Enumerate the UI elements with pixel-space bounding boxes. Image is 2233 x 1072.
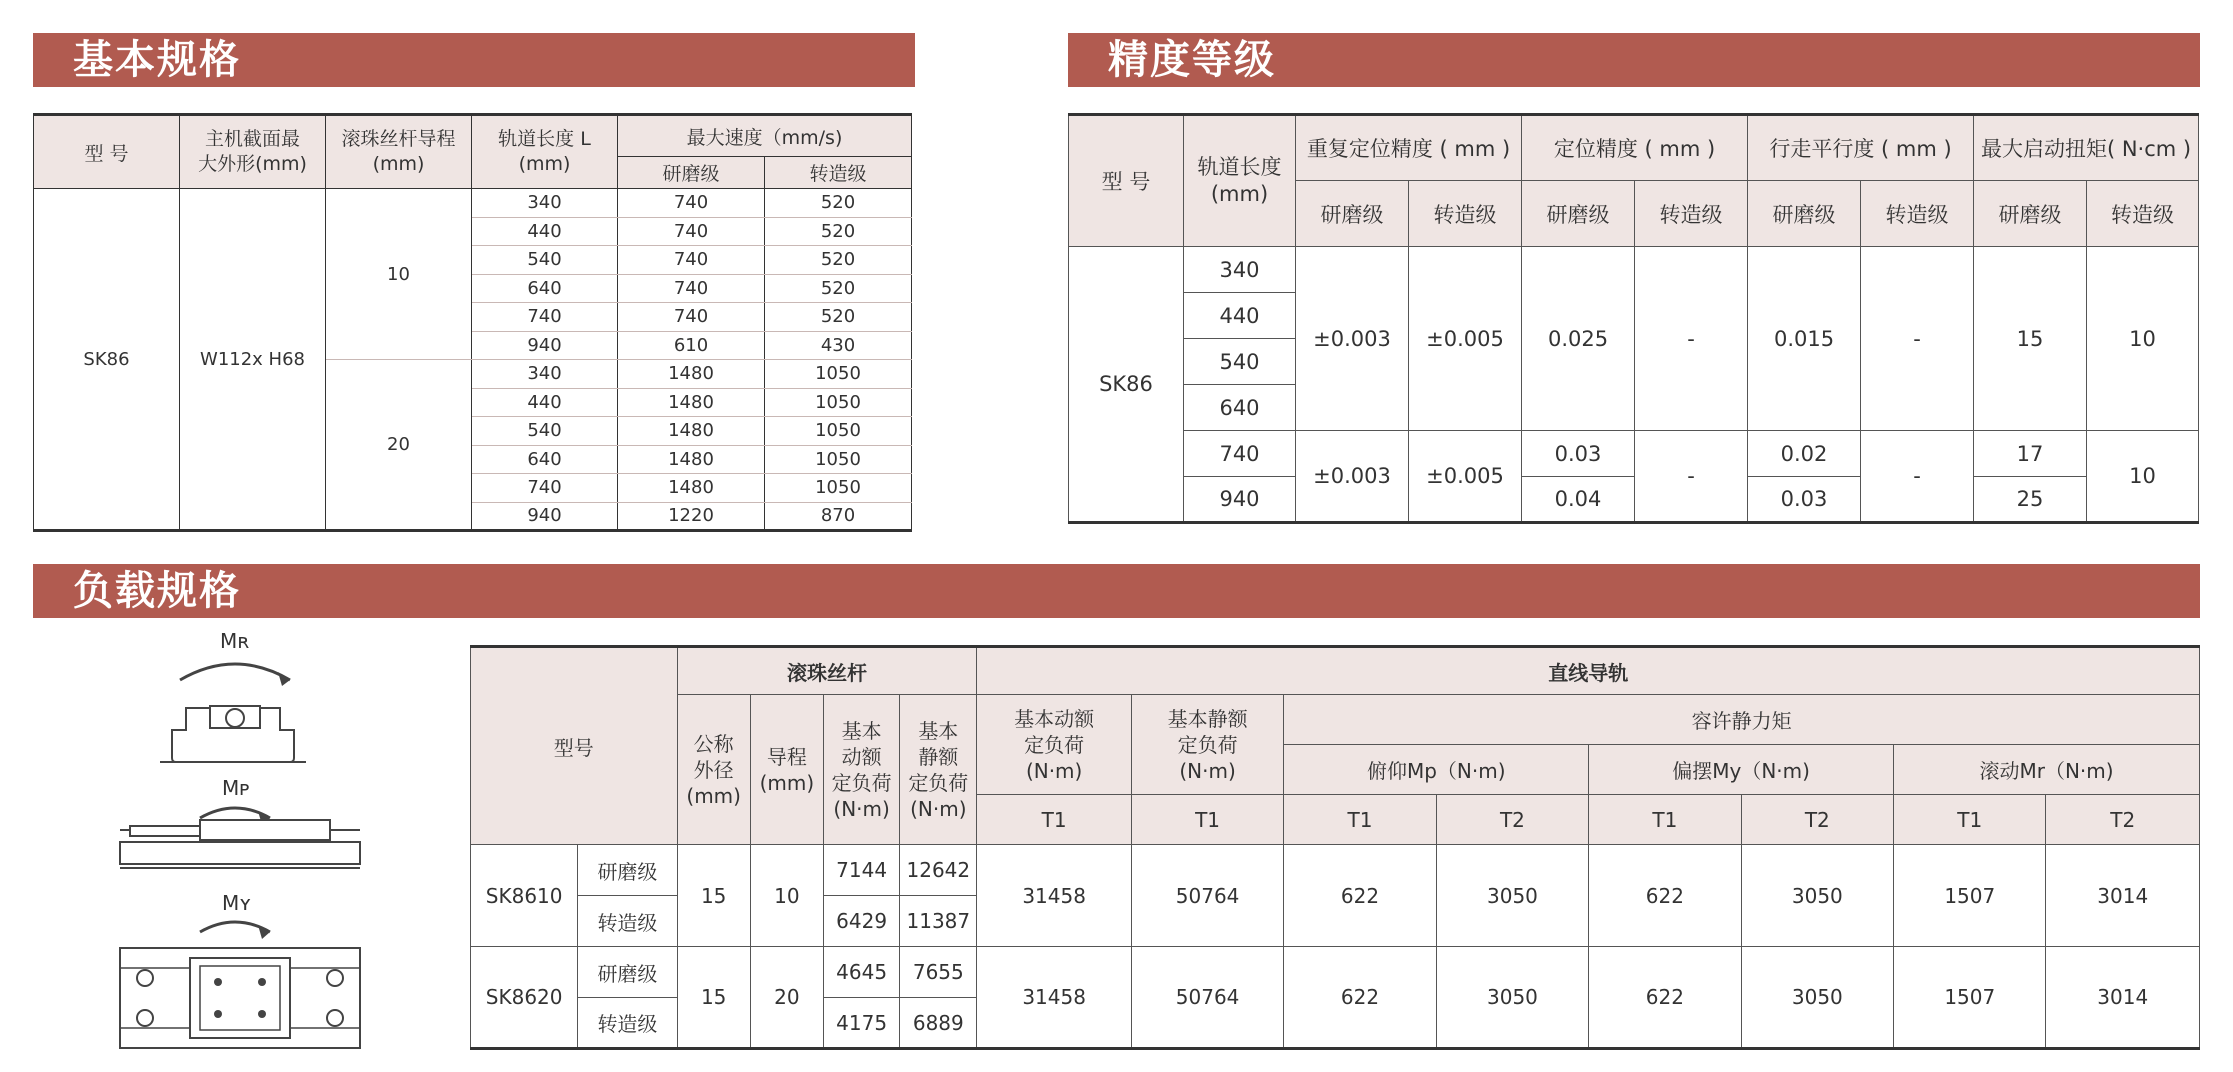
my-t1-cell: 622 xyxy=(1589,947,1741,1049)
section-cell: W112x H68 xyxy=(180,189,326,531)
position-ground-cell: 0.04 xyxy=(1522,477,1635,523)
speed-rolled-cell: 520 xyxy=(765,189,912,218)
speed-rolled-cell: 520 xyxy=(765,303,912,332)
header-nominal-diameter: 公称 外径 (mm) xyxy=(677,695,750,845)
rail-static-cell: 50764 xyxy=(1131,845,1283,947)
mr-t1-cell: 1507 xyxy=(1894,845,2046,947)
model-cell: SK8610 xyxy=(471,845,578,947)
mr-t1-cell: 1507 xyxy=(1894,947,2046,1049)
speed-rolled-cell: 1050 xyxy=(765,474,912,503)
header-ballscrew: 滚珠丝杆 xyxy=(677,647,977,695)
torque-ground-cell: 17 xyxy=(1974,431,2087,477)
basic-spec-table xyxy=(33,113,912,532)
my-t2-cell: 3050 xyxy=(1741,947,1893,1049)
header-start-torque: 最大启动扭矩( N·cm ) xyxy=(1974,115,2199,181)
length-cell: 440 xyxy=(472,388,618,417)
length-cell: 340 xyxy=(472,189,618,218)
header-rail-dynamic-load: 基本动额 定负荷 (N·m) xyxy=(977,695,1131,795)
header-ground: 研磨级 xyxy=(1974,181,2087,247)
mp-t2-cell: 3050 xyxy=(1436,947,1588,1049)
mp-t2-cell: 3050 xyxy=(1436,845,1588,947)
my-label: Mʏ xyxy=(222,891,252,915)
model-cell: SK86 xyxy=(34,189,180,531)
position-rolled-cell: - xyxy=(1635,247,1748,431)
basic-spec-title: 基本规格 xyxy=(33,33,915,87)
length-cell: 540 xyxy=(1184,339,1296,385)
accuracy-grade-title: 精度等级 xyxy=(1068,33,2200,87)
speed-rolled-cell: 870 xyxy=(765,502,912,531)
speed-rolled-cell: 520 xyxy=(765,217,912,246)
header-t1: T1 xyxy=(1894,795,2046,845)
header-ground: 研磨级 xyxy=(1522,181,1635,247)
mp-t1-cell: 622 xyxy=(1284,947,1436,1049)
dynamic-load-cell: 4645 xyxy=(823,947,899,998)
torque-rolled-cell: 10 xyxy=(2087,247,2199,431)
rail-dynamic-cell: 31458 xyxy=(977,947,1131,1049)
mr-label: Mʀ xyxy=(220,630,250,653)
header-length: 轨道长度 L (mm) xyxy=(472,115,618,189)
length-cell: 640 xyxy=(472,445,618,474)
header-section: 主机截面最 大外形(mm) xyxy=(180,115,326,189)
moment-diagrams xyxy=(100,630,380,1070)
header-t2: T2 xyxy=(1741,795,1893,845)
header-yaw-moment: 偏摆My（N·m) xyxy=(1589,745,1894,795)
header-lead: 导程 (mm) xyxy=(750,695,823,845)
position-ground-cell: 0.025 xyxy=(1522,247,1635,431)
header-position-accuracy: 定位精度 ( mm ) xyxy=(1522,115,1748,181)
header-parallelism: 行走平行度 ( mm ) xyxy=(1748,115,1974,181)
speed-ground-cell: 1480 xyxy=(618,360,765,389)
parallel-ground-cell: 0.03 xyxy=(1748,477,1861,523)
dynamic-load-cell: 4175 xyxy=(823,998,899,1049)
length-cell: 740 xyxy=(472,303,618,332)
speed-ground-cell: 740 xyxy=(618,246,765,275)
header-ground: 研磨级 xyxy=(1748,181,1861,247)
header-model: 型号 xyxy=(471,647,678,845)
model-cell: SK86 xyxy=(1069,247,1184,523)
speed-ground-cell: 1220 xyxy=(618,502,765,531)
my-t1-cell: 622 xyxy=(1589,845,1741,947)
header-rolled: 转造级 xyxy=(765,157,912,189)
header-speed: 最大速度（mm/s) xyxy=(618,115,912,157)
lead-cell: 20 xyxy=(326,360,472,531)
header-t1: T1 xyxy=(1589,795,1741,845)
dynamic-load-cell: 7144 xyxy=(823,845,899,896)
length-cell: 640 xyxy=(472,274,618,303)
static-load-cell: 11387 xyxy=(900,896,977,947)
header-repeat-accuracy: 重复定位精度 ( mm ) xyxy=(1296,115,1522,181)
speed-rolled-cell: 1050 xyxy=(765,388,912,417)
speed-rolled-cell: 430 xyxy=(765,331,912,360)
header-pitch-moment: 俯仰Mp（N·m) xyxy=(1284,745,1589,795)
torque-rolled-cell: 10 xyxy=(2087,431,2199,523)
header-t1: T1 xyxy=(1131,795,1283,845)
rail-static-cell: 50764 xyxy=(1131,947,1283,1049)
speed-ground-cell: 1480 xyxy=(618,474,765,503)
torque-ground-cell: 25 xyxy=(1974,477,2087,523)
grade-cell: 研磨级 xyxy=(578,947,677,998)
header-linear-guide: 直线导轨 xyxy=(977,647,2200,695)
static-load-cell: 12642 xyxy=(900,845,977,896)
lead-cell: 10 xyxy=(750,845,823,947)
header-t2: T2 xyxy=(2046,795,2200,845)
header-lead: 滚珠丝杆导程 (mm) xyxy=(326,115,472,189)
position-rolled-cell: - xyxy=(1635,431,1748,523)
header-static-load: 基本 静额 定负荷 (N·m) xyxy=(900,695,977,845)
grade-cell: 转造级 xyxy=(578,896,677,947)
speed-ground-cell: 1480 xyxy=(618,388,765,417)
length-cell: 340 xyxy=(1184,247,1296,293)
length-cell: 940 xyxy=(1184,477,1296,523)
header-static-moment: 容许静力矩 xyxy=(1284,695,2200,745)
speed-rolled-cell: 520 xyxy=(765,274,912,303)
repeat-rolled-cell: ±0.005 xyxy=(1409,431,1522,523)
speed-rolled-cell: 520 xyxy=(765,246,912,275)
header-t1: T1 xyxy=(1284,795,1436,845)
header-rolled: 转造级 xyxy=(1861,181,1974,247)
accuracy-table xyxy=(1068,113,2199,524)
speed-ground-cell: 740 xyxy=(618,274,765,303)
model-cell: SK8620 xyxy=(471,947,578,1049)
diameter-cell: 15 xyxy=(677,947,750,1049)
my-t2-cell: 3050 xyxy=(1741,845,1893,947)
load-spec-title: 负载规格 xyxy=(33,564,2200,618)
speed-rolled-cell: 1050 xyxy=(765,417,912,446)
header-rail-static-load: 基本静额 定负荷 (N·m) xyxy=(1131,695,1283,795)
static-load-cell: 7655 xyxy=(900,947,977,998)
position-ground-cell: 0.03 xyxy=(1522,431,1635,477)
dynamic-load-cell: 6429 xyxy=(823,896,899,947)
header-roll-moment: 滚动Mr（N·m) xyxy=(1894,745,2200,795)
length-cell: 540 xyxy=(472,417,618,446)
mr-t2-cell: 3014 xyxy=(2046,947,2200,1049)
speed-ground-cell: 1480 xyxy=(618,445,765,474)
length-cell: 740 xyxy=(1184,431,1296,477)
header-model: 型 号 xyxy=(34,115,180,189)
speed-ground-cell: 740 xyxy=(618,303,765,332)
lead-cell: 20 xyxy=(750,947,823,1049)
mr-t2-cell: 3014 xyxy=(2046,845,2200,947)
repeat-ground-cell: ±0.003 xyxy=(1296,247,1409,431)
repeat-ground-cell: ±0.003 xyxy=(1296,431,1409,523)
grade-cell: 转造级 xyxy=(578,998,677,1049)
mp-t1-cell: 622 xyxy=(1284,845,1436,947)
speed-rolled-cell: 1050 xyxy=(765,445,912,474)
repeat-rolled-cell: ±0.005 xyxy=(1409,247,1522,431)
length-cell: 740 xyxy=(472,474,618,503)
length-cell: 440 xyxy=(472,217,618,246)
length-cell: 940 xyxy=(472,331,618,360)
length-cell: 340 xyxy=(472,360,618,389)
header-t1: T1 xyxy=(977,795,1131,845)
torque-ground-cell: 15 xyxy=(1974,247,2087,431)
length-cell: 640 xyxy=(1184,385,1296,431)
diameter-cell: 15 xyxy=(677,845,750,947)
parallel-rolled-cell: - xyxy=(1861,431,1974,523)
header-ground: 研磨级 xyxy=(618,157,765,189)
length-cell: 940 xyxy=(472,502,618,531)
header-dynamic-load: 基本 动额 定负荷 (N·m) xyxy=(823,695,899,845)
speed-rolled-cell: 1050 xyxy=(765,360,912,389)
length-cell: 540 xyxy=(472,246,618,275)
load-spec-table xyxy=(470,645,2200,1050)
header-length: 轨道长度 (mm) xyxy=(1184,115,1296,247)
speed-ground-cell: 740 xyxy=(618,217,765,246)
mp-label: Mᴘ xyxy=(222,776,250,800)
header-rolled: 转造级 xyxy=(1409,181,1522,247)
speed-ground-cell: 1480 xyxy=(618,417,765,446)
rail-dynamic-cell: 31458 xyxy=(977,845,1131,947)
header-rolled: 转造级 xyxy=(2087,181,2199,247)
grade-cell: 研磨级 xyxy=(578,845,677,896)
static-load-cell: 6889 xyxy=(900,998,977,1049)
speed-ground-cell: 610 xyxy=(618,331,765,360)
parallel-ground-cell: 0.015 xyxy=(1748,247,1861,431)
lead-cell: 10 xyxy=(326,189,472,360)
length-cell: 440 xyxy=(1184,293,1296,339)
speed-ground-cell: 740 xyxy=(618,189,765,218)
header-model: 型 号 xyxy=(1069,115,1184,247)
parallel-rolled-cell: - xyxy=(1861,247,1974,431)
header-ground: 研磨级 xyxy=(1296,181,1409,247)
header-t2: T2 xyxy=(1436,795,1588,845)
header-rolled: 转造级 xyxy=(1635,181,1748,247)
parallel-ground-cell: 0.02 xyxy=(1748,431,1861,477)
